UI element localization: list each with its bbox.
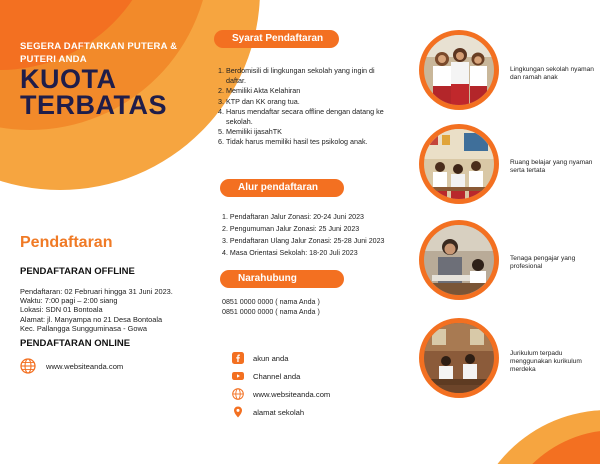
online-title: PENDAFTARAN ONLINE [20, 338, 131, 349]
youtube-contact[interactable] [223, 370, 300, 382]
facebook-label: akun anda [253, 353, 289, 363]
hero-title [20, 66, 167, 118]
website-label: www.websiteanda.com [253, 389, 331, 399]
teacher-photo [424, 225, 494, 295]
youtube-icon [232, 370, 244, 382]
feature-photo-frame [419, 30, 499, 110]
school-kids-photo [424, 35, 494, 105]
offline-details [20, 287, 173, 333]
globe-icon [232, 388, 244, 400]
offline-line: Pendaftaran: 02 Februari hingga 31 Juni 2023. [20, 287, 173, 296]
website-contact[interactable] [223, 388, 330, 400]
pendaftaran-heading: Pendaftaran [20, 234, 113, 251]
list-item: 3. KTP dan KK orang tua. [218, 96, 300, 106]
offline-line: Waktu: 7:00 pagi – 2:00 siang [20, 296, 118, 306]
feature-caption: Jurikulum terpadu menggunakan kurikulum merdeka [510, 350, 582, 374]
classroom-photo [424, 129, 494, 199]
offline-title: PENDAFTARAN OFFLINE [20, 266, 135, 277]
facebook-icon [232, 352, 244, 364]
youtube-label: Channel anda [253, 371, 301, 381]
alur-list [222, 212, 402, 260]
online-website-row[interactable] [20, 358, 123, 374]
feature-photo-frame [419, 124, 499, 204]
list-item: 6. Tidak harus memiliki hasil tes psikolog anak. [218, 137, 368, 147]
list-item: 5. Memiliki ijasahTK [218, 127, 282, 137]
offline-line: Lokasi: SDN 01 Bontoala [20, 305, 103, 315]
feature-photo-frame [419, 318, 499, 398]
list-item: 4. Masa Orientasi Sekolah: 18-20 Juli 2023 [222, 248, 358, 257]
list-item: 2. Pengumuman Jalur Zonasi: 25 Juni 2023 [222, 224, 360, 233]
phone-number: 0851 0000 0000 ( nama Anda ) [222, 308, 320, 316]
syarat-heading: Syarat Pendaftaran [214, 30, 339, 48]
address-contact[interactable] [223, 406, 304, 418]
hero-title-line1: KUOTA [20, 64, 117, 94]
list-item: 1. Berdomisili di lingkungan sekolah yang ingin di daftar. [218, 66, 375, 86]
address-label: alamat sekolah [253, 407, 305, 417]
online-website-link[interactable]: www.websiteanda.com [46, 361, 124, 371]
list-item: 2. Memiliki Akta Kelahiran [218, 86, 301, 96]
facebook-contact[interactable] [223, 352, 288, 364]
globe-icon [20, 358, 36, 374]
list-item: 1. Pendaftaran Jalur Zonasi: 20-24 Juni 2023 [222, 213, 364, 221]
curriculum-photo [424, 323, 494, 393]
phone-number: 0851 0000 0000 ( nama Anda ) [222, 298, 320, 306]
hero-title-line2: TERBATAS [20, 90, 167, 120]
offline-line: Alamat: jl. Manyampa no 21 Desa Bontoala [20, 314, 163, 324]
alur-heading: Alur pendaftaran [220, 179, 344, 197]
syarat-list [218, 66, 384, 148]
list-item: 4. Harus mendaftar secara offline dengan datang ke sekolah. [218, 106, 384, 127]
location-pin-icon [232, 406, 244, 418]
hero-subtitle: SEGERA DAFTARKAN PUTERA & PUTERI ANDA [20, 41, 178, 65]
feature-photo-frame [419, 220, 499, 300]
phone-list [222, 297, 320, 317]
feature-caption: Tenaga pengajar yang profesional [510, 255, 576, 271]
narahubung-heading: Narahubung [220, 270, 344, 288]
list-item: 3. Pendaftaran Ulang Jalur Zonasi: 25-28 Juni 2023 [222, 236, 385, 245]
feature-caption: Ruang belajar yang nyaman serta tertata [510, 159, 593, 175]
feature-caption: Lingkungan sekolah nyaman dan ramah anak [510, 66, 594, 82]
offline-line: Kec. Pallangga Sungguminasa - Gowa [20, 323, 147, 333]
